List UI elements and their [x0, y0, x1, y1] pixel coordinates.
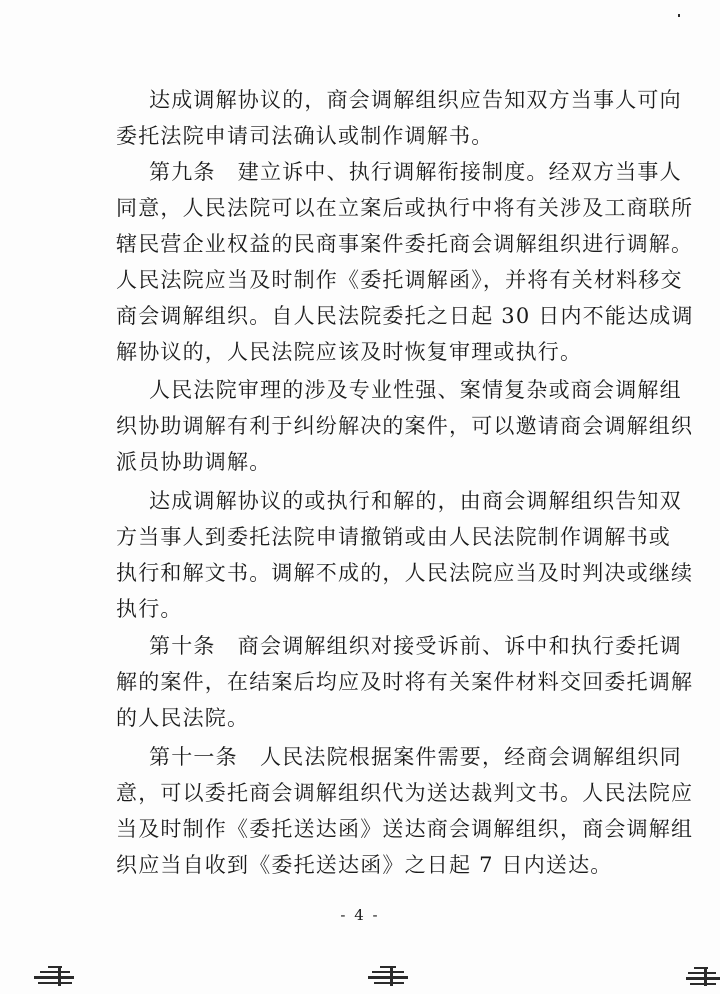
- text-line: 当及时制作《委托送达函》送达商会调解组织，商会调解组: [116, 817, 694, 841]
- page-number: - 4 -: [340, 906, 380, 924]
- text-line: 人民法院审理的涉及专业性强、案情复杂或商会调解组: [149, 378, 682, 402]
- text-line: 人民法院应当及时制作《委托调解函》，并将有关材料移交: [116, 268, 683, 292]
- text-line: 织应当自收到《委托送达函》之日起 7 日内送达。: [116, 853, 613, 877]
- text-line: 派员协助调解。: [116, 450, 272, 474]
- text-line: 解的案件，在结案后均应及时将有关案件材料交回委托调解: [116, 670, 694, 694]
- text-line: 辖民营企业权益的民商事案件委托商会调解组织进行调解。: [116, 232, 694, 256]
- text-line: 意，可以委托商会调解组织代为送达裁判文书。人民法院应: [116, 781, 694, 805]
- text-line: 解协议的，人民法院应该及时恢复审理或执行。: [116, 340, 583, 364]
- scan-artifact: [686, 966, 720, 988]
- text-line: 商会调解组织。自人民法院委托之日起 30 日内不能达成调: [116, 304, 694, 328]
- text-line: 第十条 商会调解组织对接受诉前、诉中和执行委托调: [149, 634, 682, 658]
- text-line: 同意，人民法院可以在立案后或执行中将有关涉及工商联所: [116, 196, 694, 220]
- scan-speck: [678, 14, 680, 17]
- text-line: 委托法院申请司法确认或制作调解书。: [116, 124, 494, 148]
- text-line: 第十一条 人民法院根据案件需要，经商会调解组织同: [149, 745, 682, 769]
- scan-artifact: [368, 966, 408, 988]
- scan-artifact: [34, 966, 74, 988]
- text-line: 的人民法院。: [116, 706, 250, 730]
- text-line: 达成调解协议的或执行和解的，由商会调解组织告知双: [149, 489, 682, 513]
- text-line: 达成调解协议的，商会调解组织应告知双方当事人可向: [149, 88, 682, 112]
- text-line: 执行。: [116, 597, 183, 621]
- text-line: 织协助调解有利于纠纷解决的案件，可以邀请商会调解组织: [116, 414, 694, 438]
- text-line: 方当事人到委托法院申请撤销或由人民法院制作调解书或: [116, 525, 671, 549]
- text-line: 执行和解文书。调解不成的，人民法院应当及时判决或继续: [116, 561, 694, 585]
- text-line: 第九条 建立诉中、执行调解衔接制度。经双方当事人: [149, 160, 682, 184]
